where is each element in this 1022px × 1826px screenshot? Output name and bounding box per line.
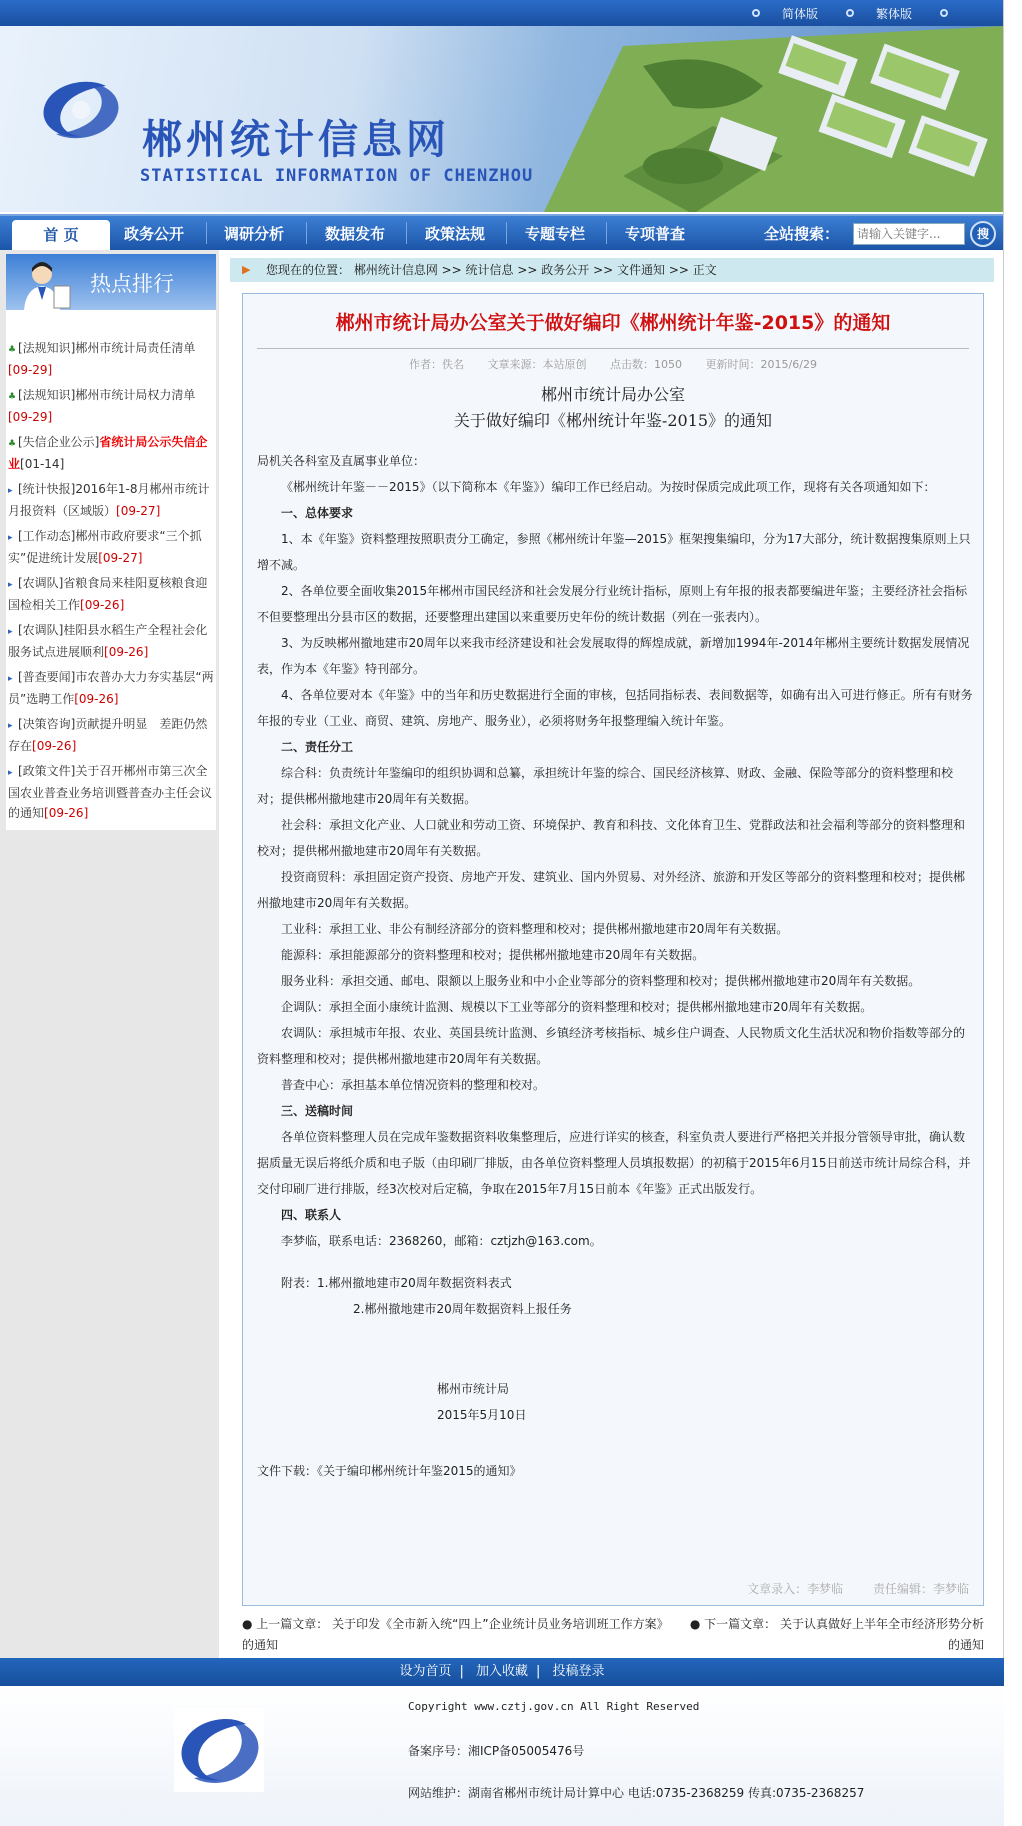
leaf-bullet-icon: ♣: [8, 345, 17, 355]
arrow-icon: ▶: [242, 263, 251, 276]
list-item-link[interactable]: [工作动态]郴州市政府要求“三个抓实”促进统计发展: [8, 529, 202, 565]
list-item-link[interactable]: [法规知识]郴州市统计局权力清单: [18, 388, 196, 402]
article-hits: 点击数：1050: [610, 358, 683, 371]
search-button[interactable]: 搜: [970, 221, 996, 247]
nav-special-topics[interactable]: 专题专栏: [525, 225, 586, 243]
body-paragraph: 各单位资料整理人员在完成年鉴数据资料收集整理后，应进行详实的核查，科室负责人要进行严格把关并报分管领导审批，确认数据质量无误后将纸介质和电子版（由印刷厂排版，由各单位资料整理人员填报数据）的初稿于2015年6月15日前送市统计局综合科，并交付印刷厂进行排版，经3次校对后定稿，争取在2015年7月15日前本《年鉴》正式出版发行。: [257, 1130, 971, 1196]
triangle-bullet-icon: ▸: [8, 768, 13, 778]
body-paragraph: 1、本《年鉴》资料整理按照职责分工确定，参照《郴州统计年鉴—2015》框架搜集编印，分为17大部分，统计数据搜集原则上只增不减。: [257, 532, 971, 572]
prev-article-link[interactable]: 关于印发《全市新入统“四上”企业统计员业务培训班工作方案》的通知: [242, 1617, 669, 1652]
body-paragraph: 局机关各科室及直属事业单位：: [257, 454, 426, 468]
list-item-date: [09-26]: [32, 739, 77, 753]
article-entered-by: 文章录入：李梦临: [747, 1582, 844, 1596]
spacer: [257, 1254, 973, 1270]
list-item[interactable]: [6, 759, 216, 826]
list-item[interactable]: [6, 477, 216, 524]
list-item[interactable]: [6, 571, 216, 618]
article-title: 郴州市统计局办公室关于做好编印《郴州统计年鉴-2015》的通知: [335, 312, 891, 334]
campus-illustration: [483, 26, 1003, 214]
title-divider: [257, 348, 969, 349]
site-banner: [0, 26, 1003, 214]
list-item-link[interactable]: [普查要闻]市农普办大力夯实基层“两员”选聘工作: [8, 670, 214, 706]
breadcrumb: [230, 258, 994, 282]
list-item[interactable]: [6, 383, 216, 430]
nav-special-census[interactable]: 专项普查: [625, 225, 686, 243]
next-label: 下一篇文章：: [704, 1617, 777, 1631]
main-nav: [0, 214, 1003, 250]
body-paragraph: 4、各单位要对本《年鉴》中的当年和历史数据进行全面的审核，包括同指标表、表间数据等，如确有出入可进行修正。所有有财务年报的专业（工业、商贸、建筑、房地产、服务业），必须将财务年报整理编入统计年鉴。: [257, 688, 973, 728]
nav-divider: [406, 222, 407, 244]
simplified-chinese-link[interactable]: 简体版: [782, 7, 819, 21]
list-item-link[interactable]: [政策文件]关于召开郴州市第三次全国农业普查业务培训暨普查办主任会议的通知: [8, 764, 213, 820]
next-article: ● 下一篇文章： 关于认真做好上半年全市经济形势分析的通知: [689, 1617, 984, 1652]
list-item[interactable]: [6, 524, 216, 571]
list-item-link[interactable]: [法规知识]郴州市统计局责任清单: [18, 341, 196, 355]
list-item-link[interactable]: [决策咨询]贡献提升明显 差距仍然存在: [8, 717, 208, 753]
nav-government-affairs[interactable]: 政务公开: [124, 225, 185, 243]
search-label: 全站搜索：: [764, 225, 840, 243]
next-article-link[interactable]: 关于认真做好上半年全市经济形势分析的通知: [779, 1617, 984, 1652]
article-body: [257, 448, 973, 1484]
search-input[interactable]: [853, 223, 965, 245]
list-item[interactable]: [6, 618, 216, 665]
spacer: [257, 1322, 973, 1376]
traditional-chinese-link[interactable]: 繁体版: [876, 7, 913, 21]
spacer: [257, 1428, 973, 1458]
bullet-icon: [846, 9, 854, 17]
section-heading: 四、联系人: [281, 1208, 342, 1222]
list-item-date: [09-27]: [116, 504, 161, 518]
list-item-date: [09-29]: [8, 363, 53, 377]
list-item-link[interactable]: [农调队]省粮食局来桂阳夏核粮食迎国检相关工作: [8, 576, 208, 612]
leaf-bullet-icon: ♣: [8, 439, 17, 449]
body-paragraph: 能源科：承担能源部分的资料整理和校对；提供郴州撤地建市20周年有关数据。: [281, 948, 705, 962]
list-item-highlight-link[interactable]: 省统计局公示失信企业: [8, 435, 208, 471]
list-item-date: [09-26]: [44, 806, 89, 820]
list-item[interactable]: [6, 336, 216, 383]
list-item[interactable]: [6, 430, 216, 477]
article-panel: [242, 293, 984, 1606]
list-item[interactable]: [6, 712, 216, 759]
article-footer: [243, 1580, 969, 1597]
hot-ranking-header: [6, 254, 216, 310]
article-author: 作者：佚名: [409, 358, 465, 371]
nav-policies-regulations[interactable]: 政策法规: [425, 225, 486, 243]
triangle-bullet-icon: ▸: [8, 533, 13, 543]
body-paragraph: 郴州市统计局: [437, 1382, 510, 1396]
document-issuer: 郴州市统计局办公室: [540, 385, 685, 404]
body-paragraph: 2015年5月10日: [437, 1408, 527, 1422]
person-icon: [20, 260, 74, 310]
article-editor: 责任编辑：李梦临: [872, 1582, 969, 1596]
list-item-date: [09-26]: [74, 692, 119, 706]
nav-divider: [306, 222, 307, 244]
submit-login-link[interactable]: 投稿登录: [552, 1664, 605, 1679]
article-source: 文章来源：本站原创: [487, 358, 587, 371]
triangle-bullet-icon: ▸: [8, 627, 13, 637]
list-item-date: [09-27]: [98, 551, 143, 565]
prev-article: ● 上一篇文章： 关于印发《全市新入统“四上”企业统计员业务培训班工作方案》的通知: [242, 1617, 669, 1652]
list-item-link[interactable]: [农调队]桂阳县水稻生产全程社会化服务试点进展顺利: [8, 623, 208, 659]
sidebar: [0, 250, 219, 1658]
body-paragraph: 企调队：承担全面小康统计监测、规模以下工业等部分的资料整理和校对；提供郴州撤地建市20周年有关数据。: [281, 1000, 873, 1014]
body-paragraph: 农调队：承担城市年报、农业、英国县统计监测、乡镇经济考核指标、城乡住户调查、人民物质文化生活状况和物价指数等部分的资料整理和校对；提供郴州撤地建市20周年有关数据。: [257, 1026, 966, 1066]
list-item-date: [09-26]: [80, 598, 125, 612]
body-paragraph: 3、为反映郴州撤地建市20周年以来我市经济建设和社会发展取得的辉煌成就，新增加1994年-2014年郴州主要统计数据发展情况表，作为本《年鉴》特刊部分。: [257, 636, 970, 676]
triangle-bullet-icon: ▸: [8, 674, 13, 684]
nav-divider: [506, 222, 507, 244]
list-item-date: [01-14]: [20, 457, 65, 471]
nav-data-release[interactable]: 数据发布: [325, 225, 386, 243]
nav-divider: [206, 222, 207, 244]
triangle-bullet-icon: ▸: [8, 486, 13, 496]
body-paragraph: 综合科：负责统计年鉴编印的组织协调和总纂，承担统计年鉴的综合、国民经济核算、财政、金融、保险等部分的资料整理和校对；提供郴州撤地建市20周年有关数据。: [257, 766, 954, 806]
body-paragraph: 2、各单位要全面收集2015年郴州市国民经济和社会发展分行业统计指标，原则上有年报的报表都要编进年鉴；主要经济社会指标不但要整理出分县市区的数据，还要整理出建国以来重要历史年份的统计数据（列在一张表内）。: [257, 584, 968, 624]
document-title: 关于做好编印《郴州统计年鉴-2015》的通知: [453, 411, 773, 430]
bullet-icon: [752, 9, 760, 17]
hot-ranking-title: 热点排行: [90, 272, 174, 296]
triangle-bullet-icon: ▸: [8, 580, 13, 590]
prev-label: 上一篇文章：: [256, 1617, 329, 1631]
body-paragraph[interactable]: 文件下载：《关于编印郴州统计年鉴2015的通知》: [257, 1464, 522, 1478]
list-item-date: [09-29]: [8, 410, 53, 424]
site-maintenance-text: 网站维护：湖南省郴州市统计局计算中心 电话:0735-2368259 传真:0735-2368257: [408, 1786, 865, 1800]
body-paragraph: 工业科：承担工业、非公有制经济部分的资料整理和校对；提供郴州撤地建市20周年有关数据。: [281, 922, 789, 936]
breadcrumb-text[interactable]: 您现在的位置： 郴州统计信息网 >> 统计信息 >> 政务公开 >> 文件通知 >> 正文: [266, 263, 717, 277]
triangle-bullet-icon: ▸: [8, 721, 13, 731]
section-heading: 三、送稿时间: [281, 1104, 354, 1118]
site-name: 郴州统计信息网: [142, 117, 450, 163]
article-updated: 更新时间：2015/6/29: [705, 358, 817, 371]
footer-link-bar: 设为首页 | 加入收藏 | 投稿登录: [0, 1658, 1004, 1686]
hot-ranking-panel: [6, 254, 216, 830]
body-paragraph: 《郴州统计年鉴－－2015》（以下简称本《年鉴》）编印工作已经启动。为按时保质完成此项工作，现将有关各项通知如下：: [281, 480, 936, 494]
article-meta: [243, 356, 983, 372]
site-english-name: STATISTICAL INFORMATION OF CHENZHOU: [140, 166, 534, 186]
bullet-icon: [940, 9, 948, 17]
footer-logo-icon: [174, 1708, 264, 1792]
leaf-bullet-icon: ♣: [8, 392, 17, 402]
nav-home[interactable]: 首 页: [12, 220, 110, 252]
body-paragraph: 普查中心：承担基本单位情况资料的整理和校对。: [281, 1078, 546, 1092]
site-logo-icon: [36, 74, 126, 146]
list-item-link[interactable]: [统计快报]2016年1-8月郴州市统计月报资料（区域版）: [8, 482, 210, 518]
body-paragraph: 2.郴州撤地建市20周年数据资料上报任务: [353, 1302, 572, 1316]
top-bar: [0, 0, 1003, 26]
body-paragraph: 李梦临，联系电话：2368260，邮箱：cztjzh@163.com。: [281, 1234, 602, 1248]
body-paragraph: 社会科：承担文化产业、人口就业和劳动工资、环境保护、教育和科技、文化体育卫生、党群政法和社会福利等部分的资料整理和校对；提供郴州撤地建市20周年有关数据。: [257, 818, 966, 858]
icp-record-text: 备案序号：湘ICP备05005476号: [408, 1744, 585, 1758]
list-item-date: [09-26]: [104, 645, 149, 659]
body-paragraph: 投资商贸科：承担固定资产投资、房地产开发、建筑业、国内外贸易、对外经济、旅游和开发区等部分的资料整理和校对；提供郴州撤地建市20周年有关数据。: [257, 870, 966, 910]
site-footer: [0, 1686, 1004, 1826]
nav-divider: [606, 222, 607, 244]
set-homepage-link[interactable]: 设为首页: [399, 1664, 452, 1679]
section-heading: 二、责任分工: [281, 740, 354, 754]
copyright-text: Copyright www.cztj.gov.cn All Right Reserved: [408, 1700, 700, 1713]
hot-ranking-list: [6, 310, 216, 830]
section-heading: 一、总体要求: [281, 506, 354, 520]
body-paragraph: 服务业科：承担交通、邮电、限额以上服务业和中小企业等部分的资料整理和校对；提供郴州撤地建市20周年有关数据。: [281, 974, 921, 988]
nav-research-analysis[interactable]: 调研分析: [224, 225, 285, 243]
body-paragraph: 附表：1.郴州撤地建市20周年数据资料表式: [281, 1276, 512, 1290]
list-item[interactable]: [6, 665, 216, 712]
add-favorite-link[interactable]: 加入收藏: [475, 1664, 528, 1679]
list-item-link[interactable]: [失信企业公示]: [18, 435, 100, 449]
